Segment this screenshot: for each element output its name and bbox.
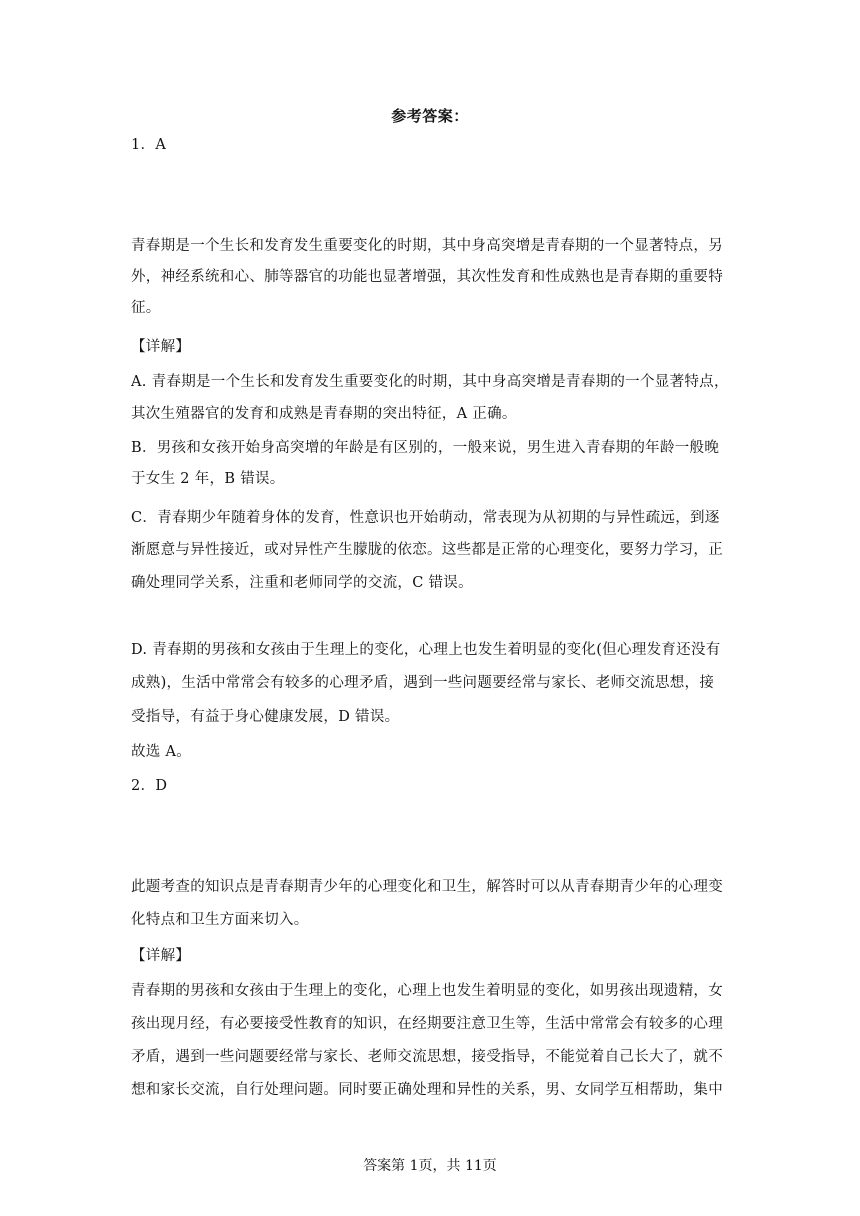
text-line: 想和家长交流，自行处理问题。同时要正确处理和异性的关系，男、女同学互相帮助，集中 xyxy=(131,1082,723,1098)
text-line: 外，神经系统和心、肺等器官的功能也显著增强，其次性发育和性成熟也是青春期的重要特 xyxy=(131,269,723,285)
text-line: 孩出现月经，有必要接受性教育的知识，在经期要注意卫生等，生活中常常会有较多的心理 xyxy=(131,1016,723,1032)
text-line: 于女生 2 年，B 错误。 xyxy=(131,471,285,487)
page-title: 参考答案： xyxy=(391,107,469,125)
text-line: 故选 A。 xyxy=(131,744,192,760)
text-line: 此题考查的知识点是青春期青少年的心理变化和卫生，解答时可以从青春期青少年的心理变 xyxy=(131,879,723,895)
text-line: 渐愿意与异性接近，或对异性产生朦胧的依恋。这些都是正常的心理变化，要努力学习，正 xyxy=(131,542,723,558)
answer-2-label: 2．D xyxy=(131,778,168,794)
text-line: 确处理同学关系，注重和老师同学的交流，C 错误。 xyxy=(131,575,473,591)
text-line: D. 青春期的男孩和女孩由于生理上的变化，心理上也发生着明显的变化(但心理发育还没有 xyxy=(131,642,721,658)
section-heading-detail: 【详解】 xyxy=(131,948,191,964)
text-line: 矛盾，遇到一些问题要经常与家长、老师交流思想，接受指导，不能觉着自己长大了，就不 xyxy=(131,1049,723,1065)
text-line: 青春期的男孩和女孩由于生理上的变化，心理上也发生着明显的变化，如男孩出现遗精，女 xyxy=(131,983,723,999)
text-line: A. 青春期是一个生长和发育发生重要变化的时期，其中身高突增是青春期的一个显著特点， xyxy=(131,374,729,390)
text-line: 受指导，有益于身心健康发展，D 错误。 xyxy=(131,709,400,725)
text-line: B．男孩和女孩开始身高突增的年龄是有区别的，一般来说，男生进入青春期的年龄一般晚 xyxy=(131,440,720,456)
text-line: 征。 xyxy=(131,300,161,316)
text-line: 成熟)，生活中常常会有较多的心理矛盾，遇到一些问题要经常与家长、老师交流思想，接 xyxy=(131,675,715,691)
answer-1-label: 1．A xyxy=(131,137,167,153)
text-line: C．青春期少年随着身体的发育，性意识也开始萌动，常表现为从初期的与异性疏远，到逐 xyxy=(131,510,720,526)
text-line: 其次生殖器官的发育和成熟是青春期的突出特征，A 正确。 xyxy=(131,406,517,422)
section-heading-detail: 【详解】 xyxy=(131,339,191,355)
page-footer: 答案第 1页，共 11页 xyxy=(363,1158,497,1174)
text-line: 青春期是一个生长和发育发生重要变化的时期，其中身高突增是青春期的一个显著特点，另 xyxy=(131,238,723,254)
text-line: 化特点和卫生方面来切入。 xyxy=(131,912,309,928)
